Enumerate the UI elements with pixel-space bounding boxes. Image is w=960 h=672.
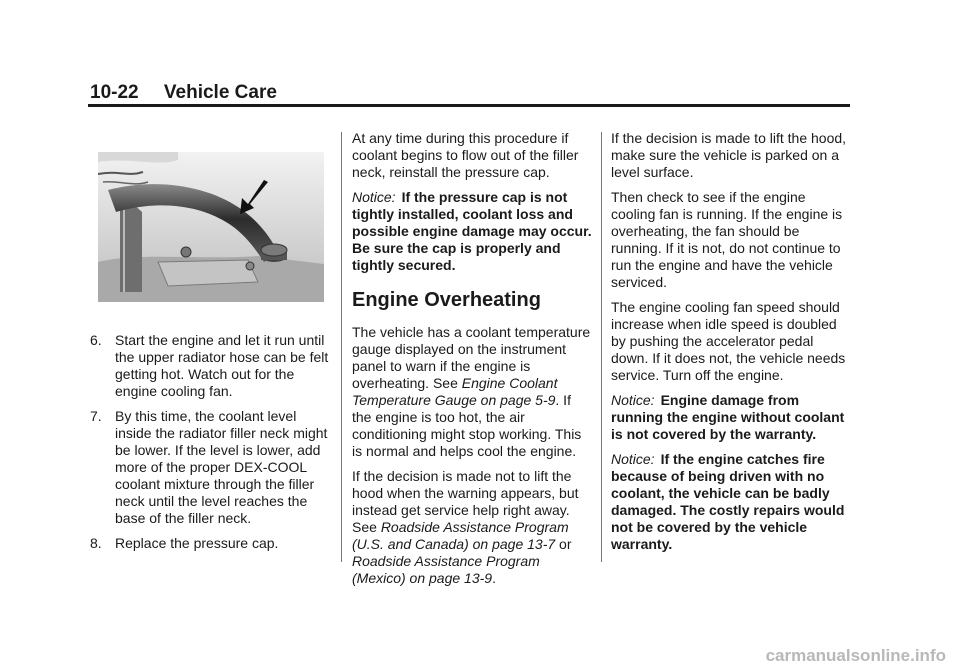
coolant-cap-illustration (98, 152, 324, 302)
header-rule (88, 104, 850, 107)
section-title: Vehicle Care (163, 82, 277, 103)
paragraph: The engine cooling fan speed should increase when idle speed is doubled by pushing the accelerator pedal down. If it does not, the vehicle needs service. Turn off the engine. (611, 299, 846, 383)
column-left (90, 132, 330, 560)
section-heading: Engine Overheating (352, 289, 541, 311)
cross-reference-link[interactable]: Engine Coolant Temperature Gauge on page 5-9 (352, 375, 558, 408)
list-item: 6. Start the engine and let it run until the upper radiator hose can be felt getting hot. Watch out for the engine cooling fan. (90, 332, 329, 399)
column-divider (601, 132, 602, 562)
paragraph: If the decision is made not to lift the hood when the warning appears, but instead get service help right away. See Roadside Assistance Program (U.S. and Canada) on page 13-7 or Roadside Assistance Program (Mexico) on page 13-9. (352, 468, 579, 586)
notice: Notice: If the engine catches fire because of being driven with no coolant, the vehicle can be badly damaged. The costly repairs would not be covered by the vehicle warranty. (611, 451, 845, 552)
column-right (611, 130, 851, 561)
cross-reference-link[interactable]: Roadside Assistance Program (Mexico) on page 13-9 (352, 553, 540, 586)
page-header (90, 82, 277, 104)
column-middle (352, 130, 594, 595)
paragraph: If the decision is made to lift the hood, make sure the vehicle is parked on a level surface. (611, 130, 847, 180)
procedure-steps (90, 332, 330, 552)
column-divider (341, 132, 342, 562)
watermark: carmanualsonline.info (765, 646, 946, 665)
list-item: 8. Replace the pressure cap. (90, 535, 279, 551)
notice: Notice: Engine damage from running the engine without coolant is not covered by the warranty. (611, 392, 845, 442)
engine-illustration-icon (98, 152, 324, 302)
notice: Notice: If the pressure cap is not tightly installed, coolant loss and possible engine damage may occur. Be sure the cap is properly and tightly secured. (352, 189, 592, 273)
paragraph: At any time during this procedure if coolant begins to flow out of the filler neck, reinstall the pressure cap. (352, 130, 579, 180)
page-number: 10-22 (90, 82, 139, 103)
paragraph: Then check to see if the engine cooling fan is running. If the engine is overheating, the fan should be running. If it is not, do not continue to run the engine and have the vehicle serviced. (611, 189, 843, 290)
cross-reference-link[interactable]: Roadside Assistance Program (U.S. and Canada) on page 13-7 (352, 519, 569, 552)
paragraph: The vehicle has a coolant temperature gauge displayed on the instrument panel to warn if the engine is overheating. See Engine Coolant Temperature Gauge on page 5-9. If the engine is too hot, the air conditioning might stop working. This is normal and helps cool the engine. (352, 324, 591, 459)
list-item: 7. By this time, the coolant level inside the radiator filler neck might be lower. If the level is lower, add more of the proper DEX-COOL coolant mixture through the filler neck until the level reaches the base of the filler neck. (90, 408, 328, 526)
